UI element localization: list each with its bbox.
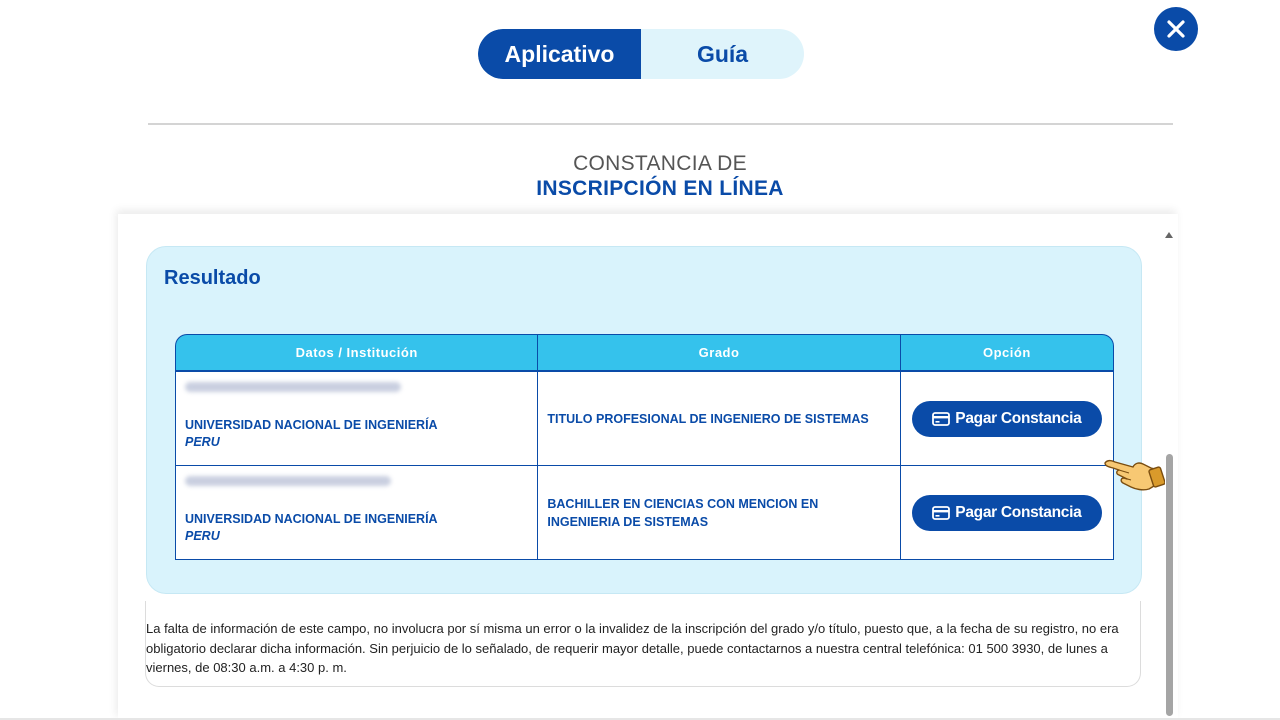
result-card: [146, 246, 1142, 594]
table-row: [175, 372, 1114, 466]
pagar-constancia-label: Pagar Constancia: [955, 409, 1082, 427]
result-table: [175, 334, 1114, 560]
page-title-line2: INSCRIPCIÓN EN LÍNEA: [536, 177, 784, 200]
pagar-constancia-button[interactable]: [912, 401, 1102, 437]
grado-text: BACHILLER EN CIENCIAS CON MENCION EN INGENIERIA DE SISTEMAS: [547, 496, 819, 529]
view-tabs: [478, 29, 804, 79]
institution-name: UNIVERSIDAD NACIONAL DE INGENIERÍA: [185, 512, 438, 526]
table-row: [175, 466, 1114, 560]
close-icon: [1166, 19, 1186, 39]
column-header-opcion: Opción: [900, 334, 1114, 372]
column-header-grado: Grado: [537, 334, 899, 372]
opcion-cell: [900, 466, 1114, 560]
redacted-name: [185, 382, 401, 392]
institution-name: UNIVERSIDAD NACIONAL DE INGENIERÍA: [185, 418, 438, 432]
pointing-hand-icon: [1103, 453, 1165, 495]
scroll-thumb[interactable]: [1166, 454, 1173, 716]
grado-text: TITULO PROFESIONAL DE INGENIERO DE SISTEMAS: [547, 411, 869, 426]
column-header-datos: Datos / Institución: [175, 334, 537, 372]
datos-cell: [175, 466, 537, 560]
opcion-cell: [900, 372, 1114, 466]
datos-cell: [175, 372, 537, 466]
grado-cell: [537, 466, 899, 560]
tab-guia[interactable]: Guía: [696, 40, 749, 67]
credit-card-icon: [932, 506, 950, 520]
redacted-name: [185, 476, 391, 486]
panel-scrollbar[interactable]: [1163, 228, 1175, 718]
page-title-line1: CONSTANCIA DE: [573, 152, 747, 175]
pagar-constancia-button[interactable]: [912, 495, 1102, 531]
result-heading: Resultado: [164, 267, 261, 289]
grado-cell: [537, 372, 899, 466]
header-divider: [148, 123, 1173, 125]
content-scroll-area: [122, 228, 1166, 720]
tab-aplicativo[interactable]: Aplicativo: [478, 29, 641, 79]
close-button[interactable]: [1154, 7, 1198, 51]
pagar-constancia-label: Pagar Constancia: [955, 503, 1082, 521]
credit-card-icon: [932, 412, 950, 426]
scroll-up-arrow[interactable]: [1165, 232, 1173, 238]
info-note: La falta de información de este campo, no involucra por sí misma un error o la invalidez de la inscripción del grado y/o título, puesto que, a la fecha de su registro, no era obligatorio declarar dicha información. Sin perjuicio de lo señalado, de requerir mayor detalle, puede contactarnos a nuestra central telefónica: 01 500 3930, de lunes a viernes, de 08:30 a.m. a 4:30 p. m.: [146, 621, 1119, 675]
table-header-row: [175, 334, 1114, 372]
institution-country: PERU: [185, 435, 220, 449]
institution-country: PERU: [185, 529, 220, 543]
